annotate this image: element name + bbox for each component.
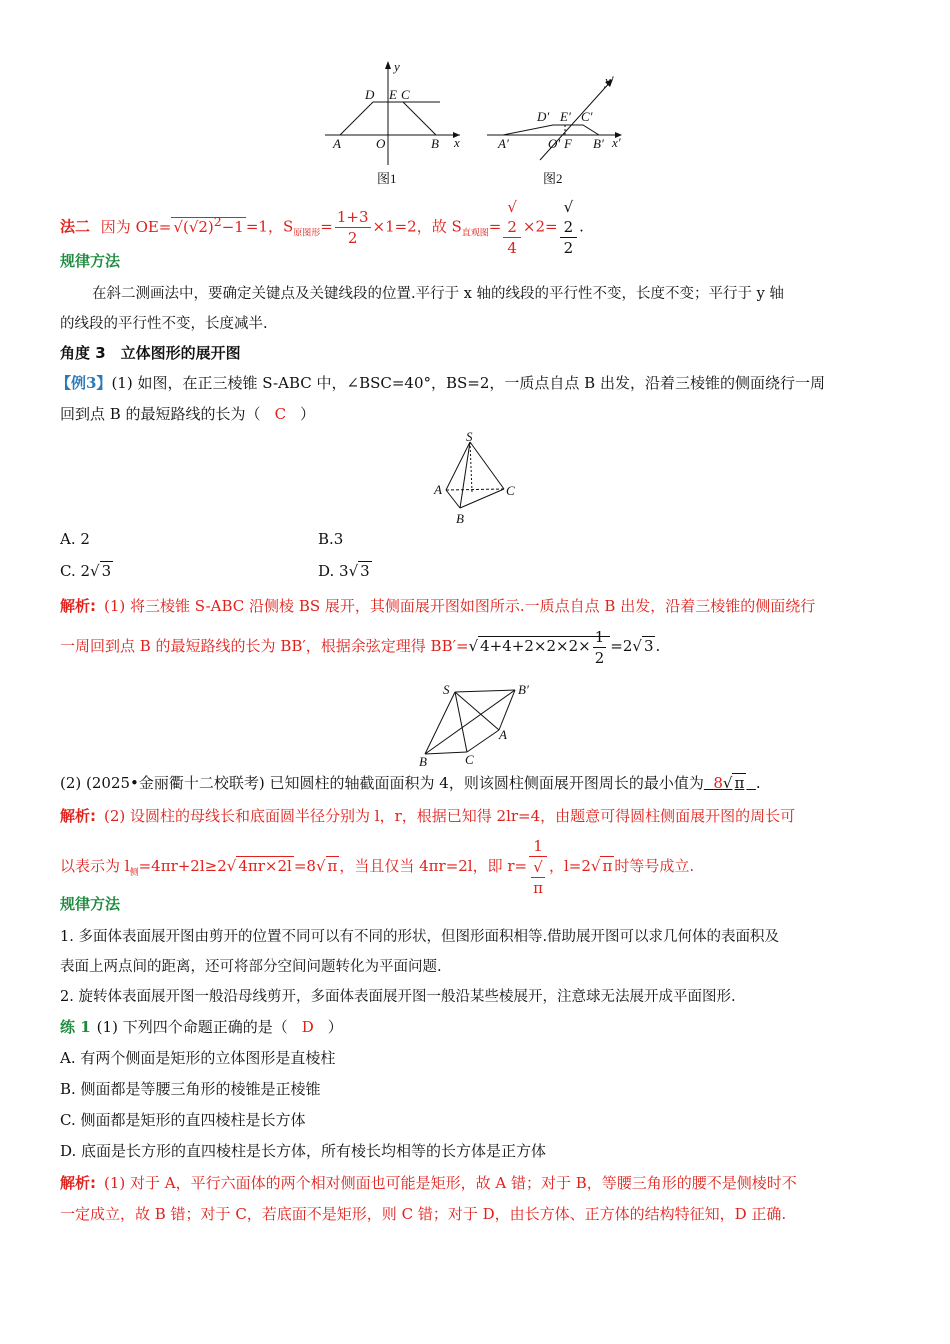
net-s: S (443, 682, 450, 697)
pyr-s: S (466, 430, 473, 444)
bb-eq: =2 (610, 637, 633, 655)
figure-2 (487, 73, 622, 186)
sol2-sub: 侧 (129, 868, 139, 878)
net-c: C (465, 752, 474, 767)
practice1-q: (1) 下列四个命题正确的是（ (96, 1018, 288, 1036)
pyramid-figure (430, 430, 530, 530)
rad-paren-open: ( (182, 217, 189, 236)
solution3-label: 解析: (60, 1174, 96, 1192)
sol2-rad2: π (327, 857, 338, 875)
sol2-frac-num: 1 (529, 836, 547, 857)
rule1-line1: 在斜二测画法中，要确定关键点及关键线段的位置.平行于 x 轴的线段的平行性不变，长度不变；平行于 y 轴 (92, 286, 784, 302)
sub-intuitive: 直观图 (461, 228, 489, 239)
period: . (579, 217, 584, 236)
times-text: ×1=2，故 S (372, 217, 462, 236)
sub-original: 原图形 (293, 228, 321, 239)
optc-rad: 3 (101, 562, 112, 580)
fig2-f-label: F (564, 136, 572, 151)
solution2-line2: 以表示为 $l_侧=4\pi r+2l\ge 2√$ 4πr×2l =8√ π ，当且仅当 4πr=2l，即 r= 1 √ π ，l=2√ π 时等号成立. (60, 837, 695, 897)
sol2-a: 以表示为 l (60, 857, 130, 875)
optd-text: D. 3 (318, 562, 349, 580)
times-two: ×2= (522, 217, 558, 236)
example3-text: (1) 如图，在正三棱锥 S-ABC 中，∠BSC=40°，BS=2，一质点自点 B 出发，沿着三棱锥的侧面绕行一周 (111, 374, 825, 392)
optd-rad: 3 (360, 562, 370, 580)
ex3b-text: (2) (2025•金丽衢十二校联考) 已知圆柱的轴截面面积为 4，则该圆柱侧面展开图周长的最小值为 (60, 774, 704, 792)
solution2-line1 (60, 805, 795, 826)
fig2-x-label: x′ (612, 135, 621, 150)
method-two (60, 197, 584, 257)
example3-answer: C (274, 405, 287, 423)
fig2-o-label: O′ (548, 136, 561, 151)
fig2-y-label: y′ (605, 73, 614, 88)
bb-rad-text: 4+4+2×2×2× (480, 637, 591, 655)
fig2-c-label: C′ (581, 109, 593, 124)
example3-tag: 【例3】 (56, 374, 112, 392)
solution2-label: 解析: (60, 807, 96, 825)
ex3b-tail: . (755, 774, 761, 792)
practice1-option-b: B. 侧面都是等腰三角形的棱锥是正棱锥 (60, 1080, 321, 1098)
sol2-rad3: π (602, 857, 613, 875)
rule2-line2: 表面上两点间的距离，还可将部分空间问题转化为平面问题. (60, 959, 442, 975)
fig2-a-label: A′ (498, 136, 509, 151)
solution1-label: 解析: (60, 597, 96, 615)
sol2-fraction: 1 √ π (529, 836, 547, 898)
sol2-rad: 4πr×2l (238, 857, 292, 875)
rule2-line3: 2. 旋转体表面展开图一般沿母线剪开，多面体表面展开图一般沿某些棱展开，注意球无法展开成平面图形. (60, 989, 736, 1005)
frac1-den: 2 (347, 229, 358, 247)
frac3-den: 2 (563, 239, 574, 257)
fraction-2: √ 2 4 (503, 197, 521, 258)
rule-title-2: 规律方法 (60, 895, 121, 913)
figure-1-2 (315, 55, 635, 190)
practice1-option-a: A. 有两个侧面是矩形的立体图形是直棱柱 (60, 1049, 336, 1067)
net-a: A (499, 727, 507, 742)
practice1-option-c: C. 侧面都是矩形的直四棱柱是长方体 (60, 1111, 306, 1129)
rule1-line2: 的线段的平行性不变，长度减半. (60, 316, 268, 332)
practice1-tag: 练 1 (60, 1018, 91, 1036)
net-b: B (419, 754, 427, 768)
solution1-line1 (60, 595, 815, 616)
bb-radical (478, 627, 610, 667)
pyr-b: B (456, 511, 464, 526)
net-figure (415, 682, 545, 768)
fig1-o-label: O (376, 136, 386, 151)
bb-fraction (593, 627, 607, 668)
eq-1: = (320, 217, 333, 236)
example3-line2 (60, 403, 315, 424)
ex3b-answer: 8√ π (713, 774, 745, 792)
fraction-3: √ 2 2 (560, 197, 578, 258)
frac1-num: 1+3 (336, 208, 369, 226)
sol2-b: =4πr+2l≥2 (138, 857, 227, 875)
sol2-f: 时等号成立. (614, 857, 695, 875)
sol2-c: =8 (293, 857, 316, 875)
practice1-question (60, 1016, 343, 1037)
example3-line1 (56, 372, 825, 393)
fig2-e-label: E′ (560, 109, 571, 124)
frac2-num: 2 (507, 218, 517, 236)
solution3-line2: 一定成立，故 B 错；对于 C，若底面不是矩形，则 C 错；对于 D，由长方体、正方体的结构特征知，D 正确. (60, 1205, 787, 1223)
bb-frac-num: 1 (594, 627, 605, 646)
fig1-caption: 图1 (377, 171, 397, 186)
eq-2: = (488, 217, 502, 236)
pyr-a: A (434, 482, 442, 497)
ex3-q: 回到点 B 的最短路线的长为（ (60, 405, 261, 423)
fig1-e-label: E (389, 87, 397, 102)
solution1-line2: 一周回到点 B 的最短路线的长为 BB′，根据余弦定理得 BB′=√ 4+4+2×2×2× $\frac{1}{2}$ =2√ 3 . (60, 627, 661, 667)
fig2-caption: 图2 (543, 171, 563, 186)
sol2-e: ，l=2 (548, 857, 591, 875)
frac2-den: 4 (507, 239, 517, 257)
option-c: C. 2√ 3 (60, 562, 112, 580)
frac3-num: 2 (563, 218, 574, 236)
sol2-text1: (2) 设圆柱的母线长和底面圆半径分别为 l，r，根据已知得 2lr=4，由题意可得圆柱侧面展开图的周长可 (104, 807, 796, 825)
s-text: =1，S (245, 217, 294, 236)
fig1-y-label: y (394, 59, 400, 74)
sol3-text1: (1) 对于 A，平行六面体的两个相对侧面也可能是矩形，故 A 错；对于 B，等腰三角形的腰不是侧棱时不 (104, 1174, 797, 1192)
fig2-b-label: B′ (593, 136, 604, 151)
sol1-text2: 一周回到点 B 的最短路线的长为 BB′，根据余弦定理得 BB′= (60, 637, 469, 655)
method-two-label: 法二 (60, 217, 91, 236)
rule2-line1: 1. 多面体表面展开图由剪开的位置不同可以有不同的形状，但图形面积相等.借助展开图可以求几何体的表面积及 (60, 929, 780, 945)
option-d: D. 3√ 3 (318, 562, 370, 580)
oe-text: 因为 OE= (100, 217, 172, 236)
practice1-close: ） (327, 1018, 343, 1036)
sol1-text1: (1) 将三棱锥 S-ABC 沿侧棱 BS 展开，其侧面展开图如图所示.一质点自点 B 出发，沿着三棱锥的侧面绕行 (104, 597, 816, 615)
practice1-answer: D (301, 1018, 314, 1036)
rule-title-1: 规律方法 (60, 252, 121, 270)
oe-radical: $√(√2)^2-1$ (173, 213, 244, 236)
option-a: A. 2 (60, 530, 90, 548)
fig1-x-label: x (454, 135, 460, 150)
rad-minus-one: −1 (221, 217, 244, 236)
practice1-option-d: D. 底面是长方形的直四棱柱是长方体，所有棱长均相等的长方体是正方体 (60, 1142, 547, 1160)
ex3-close: ） (300, 405, 316, 423)
rad-square: 2 (213, 213, 222, 229)
rad-paren-close: ) (207, 217, 214, 236)
fig1-b-label: B (431, 136, 439, 151)
fig1-c-label: C (401, 87, 410, 102)
rad-two: 2 (198, 217, 208, 236)
net-b-prime: B′ (518, 682, 529, 697)
optc-text: C. 2 (60, 562, 91, 580)
fig1-a-label: A (333, 136, 341, 151)
solution3-line1 (60, 1172, 797, 1193)
bb-period: . (655, 637, 661, 655)
sol2-frac-den: π (533, 879, 543, 897)
angle3-title: 角度 3 立体图形的展开图 (60, 344, 241, 362)
ex3b-ans-pre: 8 (713, 774, 723, 792)
ex3b-ans-rad: π (734, 774, 745, 792)
fig2-d-label: D′ (537, 109, 550, 124)
sol2-d: ，当且仅当 4πr=2l，即 r= (339, 857, 528, 875)
figure-1 (325, 59, 460, 186)
option-b: B.3 (318, 530, 344, 548)
fig1-d-label: D (365, 87, 375, 102)
bb-frac-den: 2 (594, 648, 605, 667)
pyr-c: C (506, 483, 515, 498)
bb-rad2: 3 (643, 637, 654, 655)
fraction-1 (335, 207, 371, 248)
example3-part2 (60, 772, 761, 793)
